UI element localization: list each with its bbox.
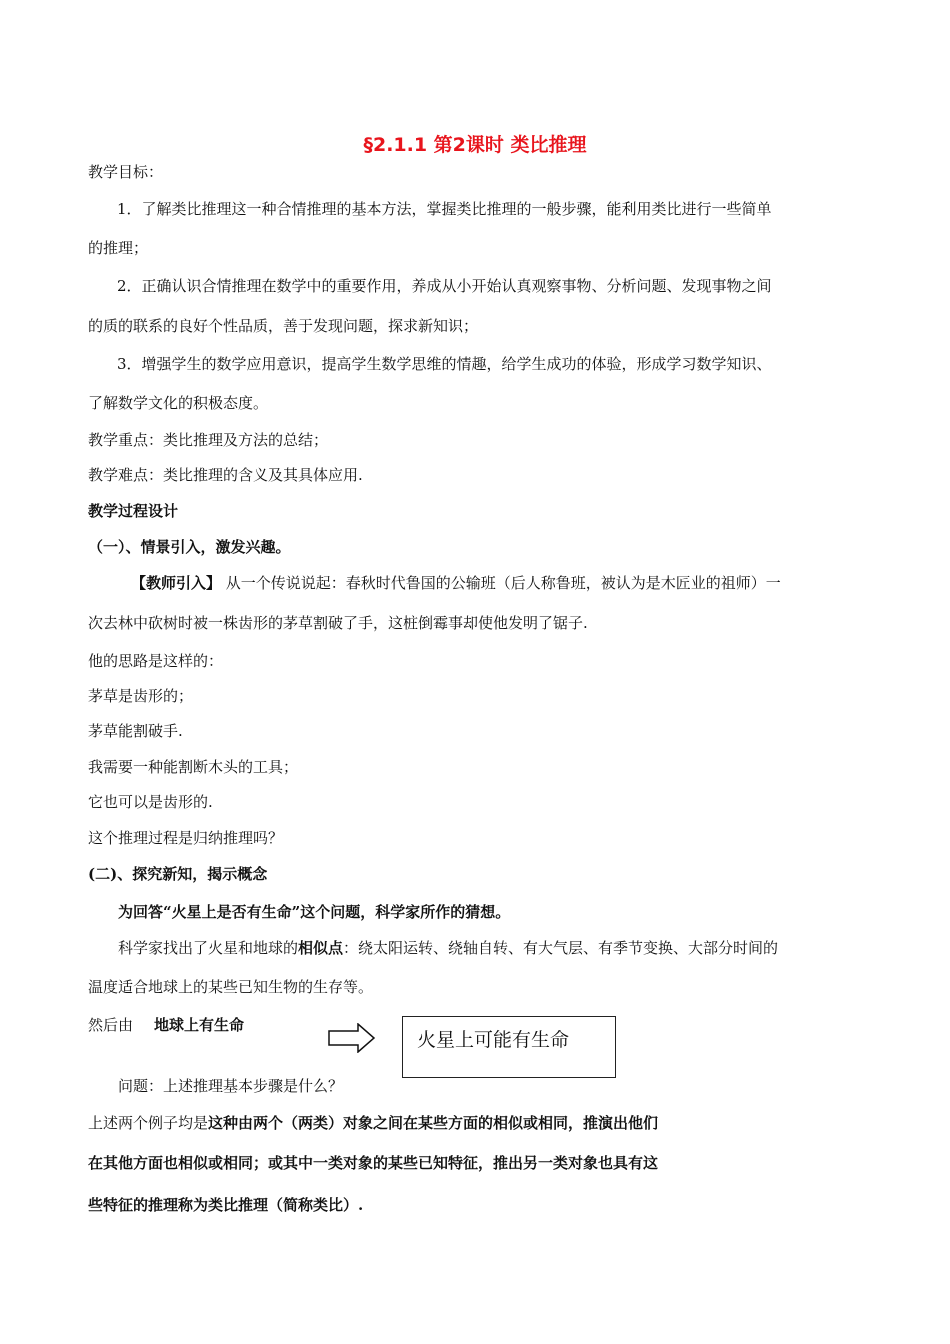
- right-arrow-icon: [328, 1023, 376, 1053]
- definition-line-1: [88, 1113, 658, 1133]
- earth-life: 地球上有生命: [154, 1016, 245, 1034]
- similar-points-pre: 科学家找出了火星和地球的: [118, 939, 299, 957]
- reasoning-intro: 他的思路是这样的：: [88, 652, 224, 670]
- similar-points-term: 相似点: [298, 939, 344, 957]
- objective-1: 1．了解类比推理这一种合情推理的基本方法，掌握类比推理的一般步骤，能利用类比进行一些简单: [117, 200, 772, 218]
- objective-1-cont: 的推理；: [88, 239, 149, 257]
- objective-3: 3．增强学生的数学应用意识，提高学生数学思维的情趣，给学生成功的体验，形成学习数学知识、: [117, 355, 772, 373]
- definition-line-2: 在其他方面也相似或相同；或其中一类对象的某些已知特征，推出另一类对象也具有这: [88, 1154, 659, 1172]
- reasoning-step-3: 我需要一种能割断木头的工具；: [88, 758, 299, 776]
- mars-life: 火星上可能有生命: [417, 1029, 570, 1051]
- reasoning-step-4: 它也可以是齿形的.: [88, 793, 213, 811]
- teacher-intro: [131, 573, 781, 593]
- difficulty: 教学难点：类比推理的含义及其具体应用.: [88, 466, 363, 484]
- objectives-heading: 教学目标：: [88, 163, 164, 181]
- definition-bold-1: 这种由两个（两类）对象之间在某些方面的相似或相同，推演出他们: [208, 1114, 659, 1132]
- reasoning-step-2: 茅草能割破手.: [88, 722, 183, 740]
- question-1: 这个推理过程是归纳推理吗？: [88, 829, 284, 847]
- teacher-intro-cont: 次去林中砍树时被一株齿形的茅草割破了手，这桩倒霉事却使他发明了锯子.: [88, 614, 588, 632]
- similar-points-cont: 温度适合地球上的某些已知生物的生存等。: [88, 978, 374, 996]
- similar-points: [118, 938, 778, 958]
- page-title: §2.1.1 第2课时 类比推理: [363, 134, 587, 156]
- objective-2-cont: 的质的联系的良好个性品质，善于发现问题，探求新知识；: [88, 317, 479, 335]
- conclusion-box: [402, 1016, 616, 1078]
- objective-2: 2．正确认识合情推理在数学中的重要作用，养成从小开始认真观察事物、分析问题、发现事物之间: [117, 277, 772, 295]
- definition-pre: 上述两个例子均是: [88, 1114, 209, 1132]
- section-1-heading: （一）、情景引入，激发兴趣。: [88, 538, 291, 556]
- mars-question: 为回答“火星上是否有生命”这个问题，科学家所作的猜想。: [118, 903, 511, 921]
- key-point: 教学重点：类比推理及方法的总结；: [88, 431, 329, 449]
- similar-points-post: ：绕太阳运转、绕轴自转、有大气层、有季节变换、大部分时间的: [343, 939, 779, 957]
- objective-3-cont: 了解数学文化的积极态度。: [88, 394, 269, 412]
- definition-line-3: 些特征的推理称为类比推理（简称类比）.: [88, 1196, 364, 1214]
- section-2-heading: (二)、探究新知，揭示概念: [88, 865, 268, 883]
- question-2: 问题：上述推理基本步骤是什么？: [118, 1077, 344, 1095]
- then-from: 然后由: [88, 1016, 134, 1034]
- process-heading: 教学过程设计: [88, 502, 179, 520]
- teacher-intro-text: 从一个传说说起：春秋时代鲁国的公输班（后人称鲁班，被认为是木匠业的祖师）一: [221, 574, 781, 592]
- teacher-intro-label: 【教师引入】: [131, 574, 222, 592]
- reasoning-step-1: 茅草是齿形的；: [88, 687, 194, 705]
